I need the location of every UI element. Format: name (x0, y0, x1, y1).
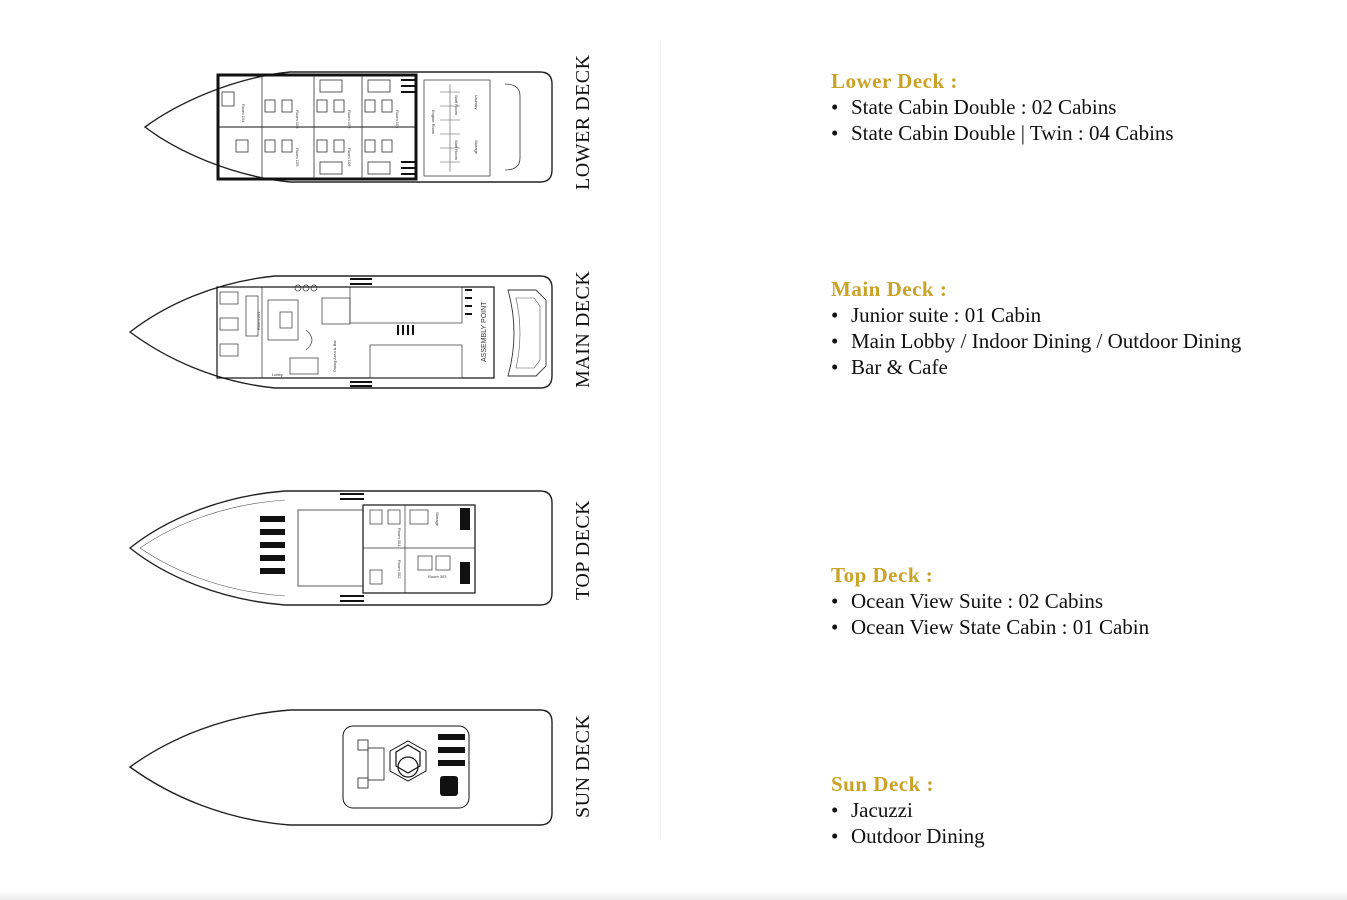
top-deck-item: • Ocean View State Cabin : 01 Cabin (831, 614, 1291, 640)
lower-room-label: Room 102 (347, 110, 352, 129)
bottom-edge-shadow (0, 890, 1347, 900)
top-deck-label: TOP DECK (572, 499, 594, 600)
main-deck-list (831, 302, 1291, 380)
lower-room-label: Laundry (474, 95, 479, 110)
main-deck-info (831, 276, 1291, 380)
main-deck-item: • Main Lobby / Indoor Dining / Outdoor Dining (831, 328, 1251, 354)
lower-room-label: Storage (474, 140, 479, 155)
main-deck-item: • Bar & Cafe (831, 354, 1291, 380)
deck-plans (0, 0, 660, 900)
main-deck-superstructure (217, 287, 494, 378)
top-deck-hull (130, 491, 552, 605)
top-deck-item: • Ocean View Suite : 02 Cabins (831, 588, 1291, 614)
lower-deck-list (831, 94, 1291, 146)
lower-deck-label: LOWER DECK (572, 54, 594, 190)
column-divider (660, 40, 661, 840)
top-room-label: Room 303 (428, 574, 447, 579)
top-room-label: Room 301 (397, 528, 402, 547)
main-room-label: Lobby (272, 372, 283, 377)
top-deck-plan (130, 491, 594, 605)
top-deck-info (831, 562, 1291, 640)
jacuzzi-icon (398, 757, 418, 777)
lower-deck-info (831, 68, 1291, 146)
lower-deck-plan (145, 54, 594, 190)
main-deck-label: MAIN DECK (572, 270, 594, 388)
lower-deck-title: Lower Deck : (831, 69, 958, 93)
lower-room-label: Room 103 (295, 110, 300, 129)
sun-deck-item: • Jacuzzi (831, 797, 1291, 823)
lower-room-label: Room 106 (347, 148, 352, 167)
top-deck-cabins (363, 505, 475, 593)
sun-deck-list (831, 797, 1291, 849)
lower-room-label: Room 104 (241, 104, 246, 123)
main-room-label: Room 201 (256, 311, 261, 330)
top-deck-title: Top Deck : (831, 563, 934, 587)
lower-room-label: Engine Room (431, 110, 436, 135)
sun-deck-info (831, 771, 1291, 849)
top-deck-canopy (298, 510, 363, 586)
main-deck-hull (130, 276, 552, 388)
lower-deck-stern-platform (505, 84, 520, 170)
sun-deck-label: SUN DECK (572, 714, 594, 818)
main-deck-title: Main Deck : (831, 277, 948, 301)
main-room-label: Dining Area & Bar (332, 340, 337, 372)
jacuzzi-outline (396, 745, 420, 773)
main-deck-plan (130, 271, 594, 388)
top-room-label: Room 302 (397, 560, 402, 579)
sun-deck-title: Sun Deck : (831, 772, 935, 796)
lower-room-label: Staff Room (454, 140, 459, 160)
lower-deck-item: • State Cabin Double : 02 Cabins (831, 94, 1291, 120)
lower-room-label: Room 101 (395, 110, 400, 129)
main-deck-item: • Junior suite : 01 Cabin (831, 302, 1291, 328)
sun-deck-item: • Outdoor Dining (831, 823, 1291, 849)
lower-deck-item: • State Cabin Double | Twin : 04 Cabins (831, 120, 1291, 146)
sun-deck-hull (130, 710, 552, 825)
top-deck-list (831, 588, 1291, 640)
main-room-label-assembly: ASSEMBLY POINT (481, 301, 488, 362)
lower-room-label: Room 105 (295, 148, 300, 167)
top-deck-room-labels (397, 512, 447, 579)
lower-room-label: Staff Room (454, 95, 459, 115)
top-room-label: Storage (435, 512, 440, 527)
sun-deck-plan (130, 710, 594, 825)
